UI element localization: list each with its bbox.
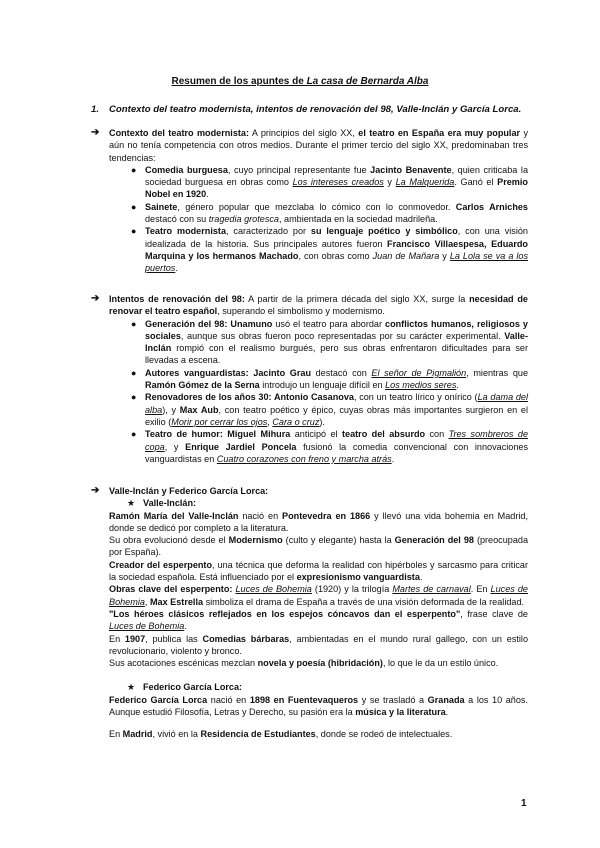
text-run: y llevó una vida bohemia en Madrid, donde se dedicó por completo a la literatura. bbox=[109, 510, 528, 533]
text-run: En bbox=[109, 633, 125, 644]
subtitle-lorca bbox=[109, 681, 528, 693]
text-run: . bbox=[419, 572, 423, 583]
bold-run: Jacinto Benavente bbox=[370, 164, 452, 175]
paragraph bbox=[109, 608, 528, 633]
paragraph bbox=[109, 633, 528, 658]
paragraph bbox=[109, 510, 528, 535]
bold-run: Creador del esperpento bbox=[109, 559, 213, 570]
text-run: , con un teatro lírico y onírico ( bbox=[353, 392, 478, 403]
subtitle-valle bbox=[109, 497, 528, 509]
text-run: , vivió en la bbox=[152, 729, 201, 740]
list-item bbox=[131, 391, 528, 428]
list-item bbox=[131, 428, 529, 465]
title-prefix: Resumen de los apuntes de bbox=[171, 76, 307, 87]
bullet-icon: ● bbox=[131, 318, 137, 329]
italic-run: Juan de Mañara bbox=[372, 250, 440, 261]
text-run: , género popular que mezclaba lo cómico con lo conmovedor. bbox=[177, 201, 456, 212]
text-run: y se trasladó a bbox=[358, 694, 428, 705]
text-run: , con teatro poético y épico, cuyas obras más importantes surgieron en el exilio ( bbox=[145, 404, 528, 427]
work-title: La Lola se va a los puertos bbox=[145, 250, 528, 274]
text-run: , mientras que bbox=[466, 367, 529, 378]
text-run: . bbox=[445, 707, 449, 718]
paragraph bbox=[109, 728, 528, 740]
list-item bbox=[131, 164, 528, 201]
bold-run: "Los héroes clásicos reflejados en los espejos cóncavos dan el esperpento" bbox=[109, 608, 461, 619]
text-run: , superando el simbolismo y modernismo. bbox=[217, 306, 385, 317]
work-title: Los intereses creados bbox=[292, 177, 384, 188]
text-run: nació en bbox=[238, 510, 283, 521]
arrow-icon: ➔ bbox=[91, 293, 100, 304]
work-title: Cuatro corazones con freno y marcha atrás bbox=[216, 453, 392, 464]
bullet-icon: ● bbox=[131, 367, 137, 378]
text-run: . bbox=[175, 263, 178, 274]
bold-run: Pontevedra en 1866 bbox=[282, 510, 371, 521]
text-run: , cuyo principal representante fue bbox=[227, 164, 371, 175]
list-item bbox=[131, 225, 528, 274]
text-run: A principios del siglo XX, bbox=[249, 128, 359, 138]
bold-run: teatro del absurdo bbox=[341, 429, 426, 440]
tendencies-list bbox=[131, 164, 528, 275]
bold-run: Teatro modernista bbox=[145, 226, 227, 237]
text-run: . bbox=[206, 189, 209, 200]
bold-run: su lenguaje poético y simbólico bbox=[310, 226, 458, 237]
bold-run: necesidad de renovar el teatro español bbox=[109, 294, 528, 317]
page-title bbox=[0, 76, 600, 88]
text-run: (1920) y la trilogía bbox=[311, 584, 393, 595]
bold-run: Sainete bbox=[145, 201, 178, 212]
bold-run: Autores vanguardistas: Jacinto Grau bbox=[145, 367, 311, 378]
bold-run: Carlos Arniches bbox=[455, 201, 528, 212]
work-title: El señor de Pigmalión bbox=[371, 367, 467, 378]
bold-run: novela y poesía (hibridación) bbox=[257, 658, 383, 669]
section-intentos-98 bbox=[109, 293, 528, 465]
bold-run: Obras clave del esperpento: bbox=[109, 584, 236, 595]
text-run: A partir de la primera década del siglo XX, surge la bbox=[244, 294, 470, 304]
text-run: , una técnica que deforma la realidad con hipérboles y sarcasmo para criticar la sociedad española. Está influenciado por el bbox=[109, 559, 528, 583]
text-run: y bbox=[383, 177, 396, 188]
section-label: Valle-Inclán y Federico García Lorca: bbox=[109, 486, 269, 496]
bold-run: Granada bbox=[427, 694, 465, 705]
text-run: ), y bbox=[162, 404, 180, 415]
subtitle-text: Valle-Inclán: bbox=[143, 498, 197, 509]
text-run: , frase clave de bbox=[460, 608, 528, 619]
bold-run: 1898 en Fuentevaqueros bbox=[249, 694, 359, 705]
work-title: La dama del alba bbox=[145, 392, 528, 415]
work-title: La Malquerida bbox=[395, 177, 455, 188]
text-run: (preocupada por España). bbox=[109, 535, 529, 558]
text-run: Sus acotaciones escénicas mezclan bbox=[109, 658, 258, 669]
text-run: , quien criticaba la sociedad burguesa en obras como bbox=[145, 164, 528, 188]
work-title: Luces de Bohemia bbox=[109, 621, 185, 632]
spacer bbox=[109, 669, 528, 681]
paragraph bbox=[109, 534, 528, 559]
bold-run: expresionismo vanguardista bbox=[296, 572, 420, 583]
paragraph bbox=[109, 657, 528, 669]
bold-run: Comedia burguesa bbox=[145, 164, 228, 175]
text-run: y aún no tenía competencia con otros medios. Durante el primer tercio del siglo XX, predominaban tres tendencias: bbox=[109, 128, 528, 163]
paragraph bbox=[109, 559, 528, 584]
bold-run: Premio Nobel en 1920 bbox=[145, 177, 528, 200]
text-run: destacó con bbox=[311, 367, 372, 378]
bold-run: Valle-Inclán bbox=[145, 330, 528, 354]
text-run: , y bbox=[164, 441, 186, 452]
text-run: rompió con el realismo burgués, pero sus obras enfrentaron dificultades para ser llevadas a escena. bbox=[145, 343, 528, 366]
work-title: Martes de carnaval bbox=[392, 584, 471, 595]
text-run: introdujo un lenguaje difícil en bbox=[259, 380, 386, 391]
bullet-icon: ● bbox=[131, 164, 137, 175]
title-work: La casa de Bernarda Alba bbox=[306, 76, 429, 87]
text-run: , ambientadas en el mundo rural gallego, con un estilo revolucionario, violento y bronco. bbox=[109, 633, 529, 656]
text-run: , con obras como bbox=[298, 250, 373, 261]
text-run: . bbox=[456, 380, 459, 391]
section-teatro-modernista bbox=[109, 127, 528, 275]
work-title: Cara o cruz bbox=[272, 416, 320, 427]
bold-run: Madrid bbox=[122, 729, 153, 740]
bullet-icon: ● bbox=[131, 201, 137, 212]
section-label: Contexto del teatro modernista: bbox=[109, 128, 249, 138]
bold-run: 1907 bbox=[124, 633, 146, 644]
page-number: 1 bbox=[521, 798, 527, 809]
text-run: En bbox=[109, 729, 123, 740]
bold-run: Comedias bárbaras bbox=[202, 633, 290, 644]
star-icon: ★ bbox=[127, 498, 136, 509]
bold-run: Ramón María del Valle-Inclán bbox=[109, 510, 239, 521]
section-paragraph bbox=[109, 293, 528, 318]
paragraph bbox=[109, 583, 528, 608]
list-item bbox=[131, 201, 528, 226]
text-run: . En bbox=[470, 584, 491, 595]
text-run: (culto y elegante) hasta la bbox=[282, 535, 395, 546]
subtitle-text: Federico García Lorca: bbox=[143, 682, 243, 693]
text-run: , aunque sus obras fueron poco representadas por su carácter experimental. bbox=[180, 330, 505, 341]
text-run: , lo que le da un estilo único. bbox=[382, 658, 499, 669]
heading-text: Contexto del teatro modernista, intentos de renovación del 98, Valle-Inclán y García Lorca. bbox=[109, 104, 522, 115]
bold-run: Generación del 98: Unamuno bbox=[145, 318, 273, 329]
renewal-list bbox=[131, 318, 529, 466]
text-run: ). bbox=[319, 416, 325, 427]
text-run: . bbox=[391, 453, 395, 464]
arrow-icon: ➔ bbox=[91, 127, 100, 138]
bullet-icon: ● bbox=[131, 226, 137, 237]
text-run: , caracterizado por bbox=[226, 226, 311, 237]
bold-run: Renovadores de los años 30: Antonio Casanova bbox=[145, 392, 354, 403]
star-icon: ★ bbox=[127, 682, 136, 693]
section-valle-lorca bbox=[109, 485, 528, 741]
text-run: y bbox=[439, 250, 450, 261]
section-paragraph bbox=[109, 485, 528, 497]
bold-run: Teatro de humor: Miguel Mihura bbox=[145, 429, 291, 440]
text-run: simboliza el drama de España a través de una visión deformada de la realidad. bbox=[203, 596, 525, 607]
section-heading bbox=[91, 104, 561, 116]
bold-run: conflictos humanos, religiosos y sociales bbox=[145, 318, 528, 341]
paragraph bbox=[109, 694, 528, 719]
bold-run: el teatro en España era muy popular bbox=[358, 128, 521, 138]
text-run: , bbox=[144, 596, 150, 607]
work-title: Luces de Bohemia bbox=[109, 584, 528, 607]
bold-run: Residencia de Estudiantes bbox=[200, 729, 316, 740]
text-run: , ambientada en la sociedad madrileña. bbox=[278, 214, 438, 225]
list-item bbox=[131, 367, 529, 392]
text-run: , con una visión idealizada de la historia. Sus principales autores fueron bbox=[145, 226, 528, 249]
bold-run: Enrique Jardiel Poncela bbox=[185, 441, 297, 452]
bold-run: Federico García Lorca bbox=[109, 694, 208, 705]
bold-run: Modernismo bbox=[228, 535, 283, 546]
work-title: Tres sombreros de copa bbox=[145, 429, 529, 452]
text-run: destacó con su bbox=[145, 214, 209, 225]
bold-run: Generación del 98 bbox=[394, 535, 474, 546]
bold-run: Ramón Gómez de la Serna bbox=[145, 380, 260, 391]
text-run: , donde se rodeó de intelectuales. bbox=[315, 729, 453, 740]
text-run: , publica las bbox=[145, 633, 203, 644]
arrow-icon: ➔ bbox=[91, 485, 100, 496]
spacer bbox=[109, 718, 528, 728]
text-run: anticipó el bbox=[290, 429, 342, 440]
text-run: Su obra evolucionó desde el bbox=[109, 535, 229, 546]
text-run: fusionó la comedia convencional con innovaciones vanguardistas en bbox=[145, 441, 528, 464]
italic-run: tragedia grotesca bbox=[208, 214, 279, 225]
text-run: , bbox=[267, 416, 273, 427]
work-title: Morir por cerrar los ojos bbox=[171, 416, 268, 427]
text-run: . bbox=[184, 621, 187, 632]
work-title: Los medios seres bbox=[385, 380, 457, 391]
text-run: usó el teatro para abordar bbox=[272, 318, 386, 329]
section-paragraph bbox=[109, 127, 528, 164]
list-item bbox=[131, 318, 528, 367]
heading-number: 1. bbox=[91, 104, 100, 115]
text-run: con bbox=[425, 429, 449, 440]
text-run: . Ganó el bbox=[454, 177, 498, 188]
text-run: nació en bbox=[207, 694, 250, 705]
bold-run: Francisco Villaespesa, Eduardo Marquina y los hermanos Machado bbox=[145, 238, 528, 261]
bold-run: música y la literatura bbox=[355, 707, 446, 718]
section-label: Intentos de renovación del 98: bbox=[109, 294, 245, 304]
work-title: Luces de Bohemia bbox=[235, 584, 312, 595]
bullet-icon: ● bbox=[131, 429, 137, 440]
text-run: a los 10 años. Aunque estudió Filosofía, Letras y Derecho, su pasión era la bbox=[109, 694, 528, 718]
bold-run: Max Aub bbox=[179, 404, 219, 415]
bold-run: Max Estrella bbox=[149, 596, 204, 607]
bullet-icon: ● bbox=[131, 392, 137, 403]
